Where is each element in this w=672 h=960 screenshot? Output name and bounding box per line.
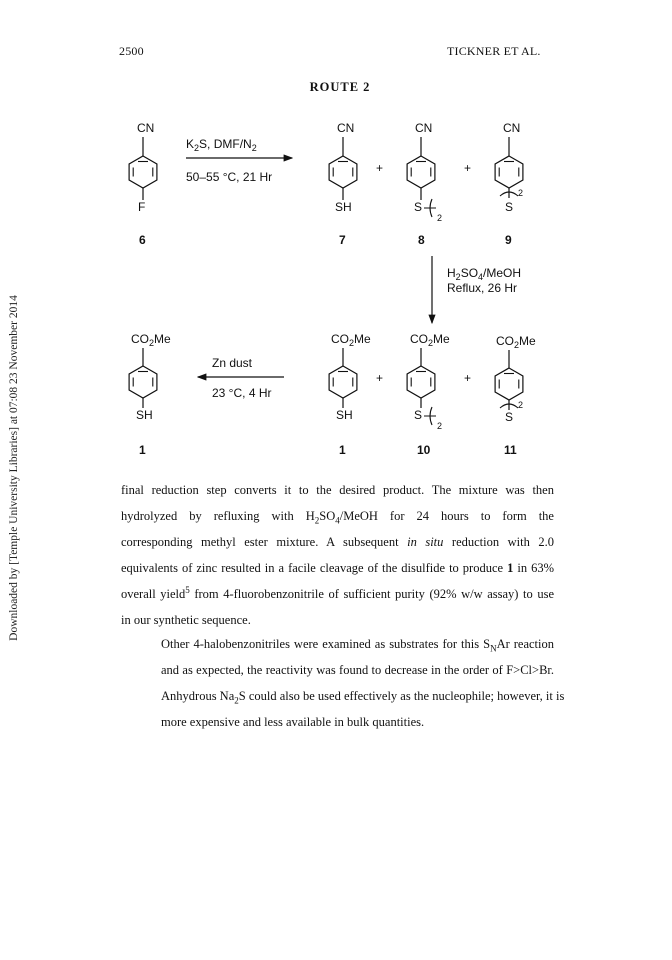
- text-line: more expensive and less available in bulk quantities.: [161, 715, 425, 729]
- body-paragraph-2: [121, 631, 565, 735]
- compound-number-6: 6: [139, 233, 146, 247]
- svg-text:S: S: [414, 200, 423, 214]
- text-line: hydrolyzed by refluxing with $H_2SO_4$/MeOH for 24 hours to form the: [121, 509, 554, 526]
- reaction-scheme: [0, 0, 672, 470]
- reaction-arrow-2: [432, 256, 521, 323]
- plus-sign: +: [464, 161, 472, 175]
- text-line: Other 4-halobenzonitriles were examined as substrates for this $S_NAr$ reaction: [161, 637, 554, 654]
- compound-1-final: [129, 332, 171, 457]
- svg-text:SH: SH: [336, 408, 353, 422]
- text-line: and as expected, the reactivity was found to decrease in the order of F>Cl>Br.: [161, 663, 554, 677]
- text-line: Anhydrous $Na_2S$ could also be used effectively as the nucleophile; however, it is: [161, 689, 565, 706]
- plus-sign: +: [376, 161, 384, 175]
- body-paragraph-1: [121, 477, 554, 633]
- plus-sign: +: [464, 371, 472, 385]
- compound-number-7: 7: [339, 233, 346, 247]
- compound-1-mixture: [329, 332, 371, 457]
- page-number: 2500: [119, 44, 144, 58]
- benzene-ring: [129, 156, 157, 188]
- compound-number-9: 9: [505, 233, 512, 247]
- svg-text:CN: CN: [415, 121, 433, 135]
- compound-6: [129, 121, 157, 247]
- arrow2-reagents: $H_2SO_4$/MeOH: [447, 266, 522, 282]
- svg-text:2: 2: [518, 188, 524, 198]
- reaction-arrow-1: [186, 137, 292, 184]
- compound-10: [407, 332, 450, 457]
- svg-text:2: 2: [518, 400, 524, 410]
- svg-text:CO2Me: $CO_2Me$: [331, 332, 371, 348]
- svg-text:CN: CN: [503, 121, 521, 135]
- text-line: corresponding methyl ester mixture. A subsequent in situ reduction with 2.0: [121, 535, 554, 549]
- arrow1-reagents: $K_2S$, DMF/$N_2$: [186, 137, 257, 153]
- svg-text:SH: SH: [335, 200, 352, 214]
- arrow1-conditions: 50–55 °C, 21 Hr: [186, 170, 273, 184]
- compound-9: [495, 121, 523, 247]
- compound-number-1: 1: [139, 443, 146, 457]
- text-line: in our synthetic sequence.: [121, 613, 251, 627]
- svg-text:CN: CN: [337, 121, 355, 135]
- compound-number-11: 11: [504, 443, 517, 457]
- text-line: equivalents of zinc resulted in a facile cleavage of the disulfide to produce 1 in 63%: [121, 561, 554, 575]
- svg-text:1: 1: [339, 443, 346, 457]
- cn-label: CN: [137, 121, 155, 135]
- plus-sign: +: [376, 371, 384, 385]
- arrow2-conditions: Reflux, 26 Hr: [447, 281, 518, 295]
- svg-text:2: 2: [437, 421, 443, 431]
- compound-number-8: 8: [418, 233, 425, 247]
- text-line: final reduction step converts it to the desired product. The mixture was then: [121, 483, 554, 497]
- compound-8: [407, 121, 442, 247]
- svg-text:CO2Me: $CO_2Me$: [131, 332, 171, 348]
- svg-text:2: 2: [437, 213, 443, 223]
- svg-text:CO2Me: $CO_2Me$: [410, 332, 450, 348]
- arrow3-reagents: Zn dust: [212, 356, 253, 370]
- svg-text:S: S: [414, 408, 423, 422]
- svg-text:S: S: [505, 200, 514, 214]
- reaction-arrow-3: [198, 356, 284, 400]
- text-line: overall yield$^5$ from 4-fluorobenzonitrile of sufficient purity (92% w/w assay) to use: [121, 584, 554, 601]
- fluorine-label: F: [138, 200, 146, 214]
- svg-text:S: S: [505, 410, 514, 424]
- arrow3-conditions: 23 °C, 4 Hr: [212, 386, 272, 400]
- download-watermark: Downloaded by [Temple University Libraries] at 07:08 23 November 2014: [8, 295, 20, 641]
- compound-7: [329, 121, 357, 247]
- svg-text:SH: SH: [136, 408, 153, 422]
- scheme-title: ROUTE 2: [309, 80, 371, 94]
- running-author: TICKNER ET AL.: [447, 44, 541, 58]
- compound-number-10: 10: [417, 443, 431, 457]
- svg-text:CO2Me: $CO_2Me$: [496, 334, 536, 350]
- compound-11: [495, 334, 536, 457]
